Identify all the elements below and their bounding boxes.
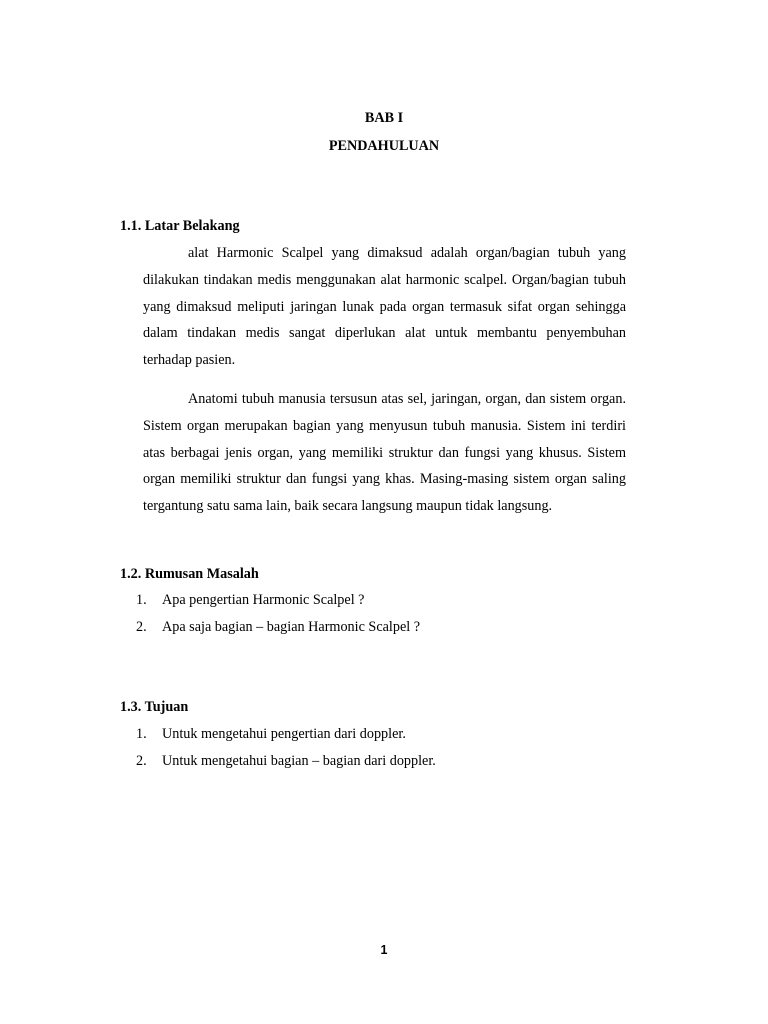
list-item [136,724,436,751]
list-item-number: 2. [136,619,147,635]
chapter-label: BAB I [364,110,404,126]
list-item-text: Apa pengertian Harmonic Scalpel ? [162,592,365,608]
section-heading-latar-belakang: 1.1. Latar Belakang [120,218,240,234]
tujuan-list [136,724,436,778]
list-item-number: 1. [136,726,147,742]
paragraph-latar-1: alat Harmonic Scalpel yang dimaksud adalah organ/bagian tubuh yang dilakukan tindakan medis menggunakan alat harmonic scalpel. Organ/bagian tubuh yang dimaksud meliputi jaringan lunak pada organ termasuk sifat organ sehingga dalam tindakan medis sangat diperlukan alat untuk membantu penyembuhan terhadap pasien. [143,245,626,369]
list-item-text: Untuk mengetahui bagian – bagian dari doppler. [162,753,436,769]
section-heading-rumusan-masalah: 1.2. Rumusan Masalah [120,566,259,582]
list-item-text: Untuk mengetahui pengertian dari doppler. [162,726,406,742]
paragraph-latar-2: Anatomi tubuh manusia tersusun atas sel, jaringan, organ, dan sistem organ. Sistem organ merupakan bagian yang menyusun tubuh manusia. Sistem ini terdiri atas berbagai jenis organ, yang memiliki struktur dan fungsi yang khusus. Sistem organ memiliki struktur dan fungsi yang khas. Masing-masing sistem organ saling tergantung satu sama lain, baik secara langsung maupun tidak langsung. [143,391,626,515]
list-item-number: 1. [136,592,147,608]
chapter-title: PENDAHULUAN [328,138,440,154]
rumusan-list [136,590,420,644]
list-item [136,751,436,778]
page-number: 1 [380,943,388,957]
list-item-text: Apa saja bagian – bagian Harmonic Scalpel ? [162,619,421,635]
list-item [136,590,420,617]
section-heading-tujuan: 1.3. Tujuan [120,699,189,715]
list-item [136,617,420,644]
list-item-number: 2. [136,753,147,769]
